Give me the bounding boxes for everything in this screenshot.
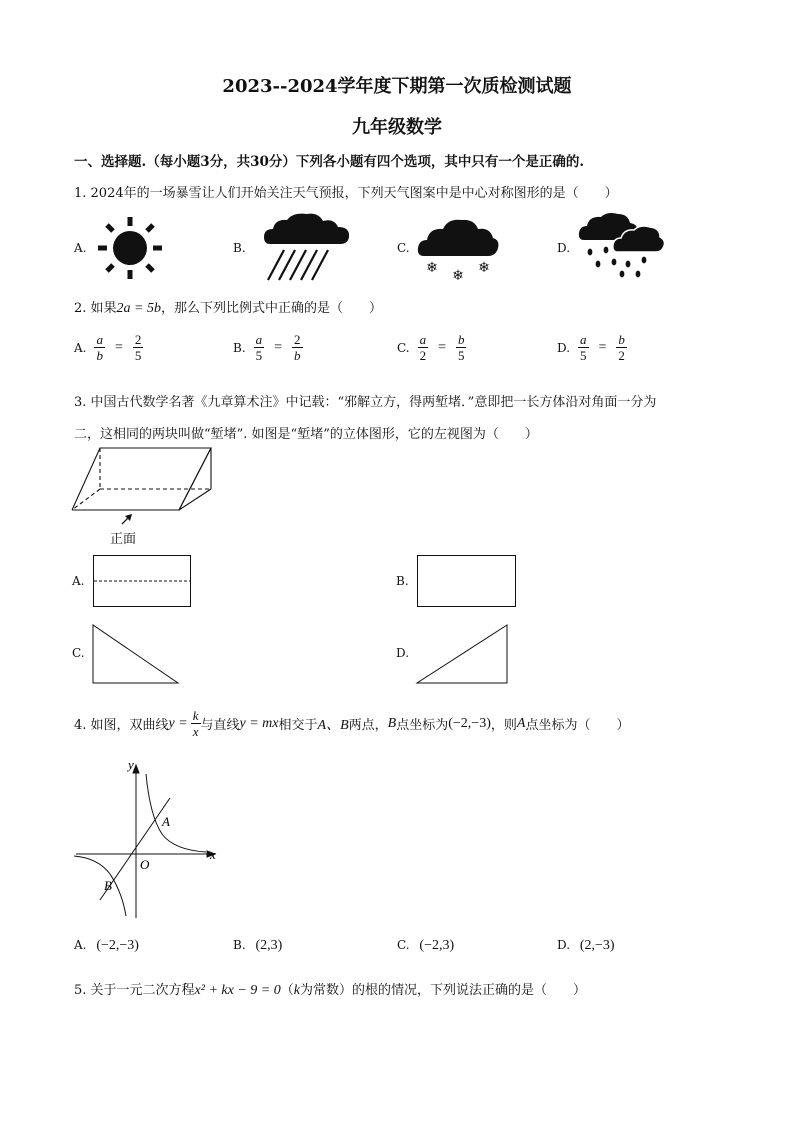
q4-option-d-label: D. — [557, 938, 571, 952]
denominator: 2 — [618, 348, 625, 363]
q1-option-d-label: D. — [557, 241, 571, 255]
rain-clouds-icon — [578, 212, 666, 280]
equals-sign: = — [274, 339, 283, 355]
section-heading: 一、选择题.（每小题3分，共30分）下列各小题有四个选项，其中只有一个是正确的. — [74, 154, 585, 170]
q3-option-b-rectangle — [417, 555, 516, 607]
q3-option-a-rectangle-dashed — [93, 555, 191, 607]
q2-b-right-fraction — [292, 332, 303, 363]
numerator: a — [96, 332, 103, 347]
equals-sign: = — [114, 339, 123, 355]
q4-stem-g: 点坐标为（ ） — [525, 718, 630, 733]
question-4-stem — [74, 708, 629, 739]
q2-option-c — [397, 332, 466, 363]
q2-b-left-fraction — [254, 332, 265, 363]
denominator: x — [192, 724, 199, 739]
q4-option-b-value: (2,3) — [255, 938, 283, 953]
front-label: 正面 — [110, 532, 137, 547]
q4-k-over-x — [191, 708, 201, 739]
numerator: a — [580, 332, 587, 347]
question-2-stem — [74, 297, 382, 317]
q4-stem-e: 点坐标为 — [396, 718, 449, 733]
numerator: b — [618, 332, 625, 347]
denominator: 5 — [134, 348, 142, 363]
q1-option-b-label: B. — [233, 241, 246, 255]
numerator: 2 — [134, 332, 142, 347]
q3-option-c-triangle — [92, 624, 180, 684]
q5-k: k — [293, 983, 300, 998]
question-5-stem — [74, 979, 586, 999]
numerator: 2 — [294, 332, 301, 347]
q4-stem-c: 相交于 — [278, 718, 318, 733]
origin-label: O — [140, 857, 150, 872]
denominator: b — [294, 348, 301, 363]
q2-option-c-label: C. — [397, 340, 410, 355]
q2-d-right-fraction — [616, 332, 627, 363]
q4-option-a — [74, 938, 139, 954]
q4-stem-d: 两点， — [348, 718, 388, 733]
svg-text:❄: ❄ — [478, 260, 490, 276]
q4-line-eq: y = mx — [239, 715, 279, 731]
q3-option-a-label: A. — [72, 574, 85, 588]
q4-graph — [70, 756, 230, 922]
q1-option-a-label: A. — [74, 241, 87, 255]
q4-stem-f: ，则 — [490, 718, 517, 733]
denominator: 5 — [580, 348, 587, 363]
svg-text:❄: ❄ — [452, 268, 464, 284]
point-b-label: B — [104, 878, 112, 893]
q3-option-d-triangle — [416, 624, 508, 684]
hyperbola-branch-2 — [74, 856, 126, 916]
q2-stem-a: 2. 如果 — [74, 301, 117, 316]
q4-stem-a: 4. 如图，双曲线 — [74, 718, 169, 733]
q4-option-c-label: C. — [397, 938, 410, 952]
svg-text:❄: ❄ — [426, 260, 438, 276]
sun-icon — [94, 215, 166, 281]
q4-a-point: A — [516, 715, 526, 731]
page-title: 2023--2024学年度下期第一次质检测试题 — [222, 76, 572, 97]
q2-stem-math: 2a = 5b — [116, 301, 161, 316]
q4-option-a-label: A. — [74, 938, 87, 952]
q3-option-c-label: C. — [72, 646, 85, 660]
hyperbola-branch-1 — [146, 774, 206, 852]
denominator: 5 — [255, 348, 263, 363]
q2-stem-b: ，那么下列比例式中正确的是（ ） — [161, 301, 383, 316]
rain-cloud-icon — [262, 212, 352, 284]
denominator: 2 — [419, 348, 427, 363]
q4-option-a-value: (−2,−3) — [96, 938, 139, 953]
q2-a-right-fraction — [133, 332, 144, 363]
q4-option-b — [233, 938, 282, 954]
q2-d-left-fraction — [578, 332, 589, 363]
qiandu-solid-figure — [70, 444, 215, 516]
denominator: b — [96, 348, 103, 363]
q2-c-right-fraction — [456, 332, 467, 363]
q4-option-c — [397, 938, 454, 954]
equals-sign: = — [598, 339, 607, 355]
q4-b-coord: (−2,−3) — [448, 715, 491, 731]
q3-option-b-label: B. — [396, 574, 409, 588]
q2-option-a — [74, 332, 143, 363]
numerator: b — [457, 332, 465, 347]
q4-points: A、B — [317, 717, 349, 733]
q3-option-d-label: D. — [396, 646, 410, 660]
numerator: a — [419, 332, 427, 347]
question-3-line-1: 3. 中国古代数学名著《九章算术注》中记载：“邪解立方，得两堑堵．”意即把一长方体沿对角面一分为 — [74, 395, 657, 410]
numerator: k — [192, 708, 199, 723]
q2-option-b-label: B. — [233, 340, 246, 355]
q4-option-d-value: (2,−3) — [579, 938, 615, 953]
q4-y-equals: y = — [168, 715, 188, 731]
question-3-line-2: 二，这相同的两块叫做“堑堵”. 如图是“堑堵”的立体图形，它的左视图为（ ） — [74, 427, 538, 442]
snow-cloud-icon — [416, 214, 500, 286]
x-axis-label: x — [210, 847, 216, 862]
q2-option-d-label: D. — [557, 340, 571, 355]
q5-stem-a: 5. 关于一元二次方程 — [74, 983, 195, 998]
page-subtitle: 九年级数学 — [352, 117, 442, 138]
denominator: 5 — [457, 348, 465, 363]
q4-stem-b: 与直线 — [200, 718, 240, 733]
equals-sign: = — [438, 339, 446, 355]
q2-option-d — [557, 332, 627, 363]
q4-b-point: B — [387, 715, 397, 731]
y-axis-arrow-icon — [133, 765, 139, 773]
q5-stem-b: （ — [280, 983, 294, 998]
q4-option-b-label: B. — [233, 938, 246, 952]
q2-c-left-fraction — [418, 332, 429, 363]
q4-option-c-value: (−2,3) — [419, 938, 455, 953]
question-1-stem: 1. 2024年的一场暴雪让人们开始关注天气预报，下列天气图案中是中心对称图形的是（ ） — [74, 186, 618, 201]
q5-stem-c: 为常数）的根的情况，下列说法正确的是（ ） — [299, 983, 586, 998]
y-axis-label: y — [128, 757, 134, 772]
q5-equation: x² + kx − 9 = 0 — [194, 983, 281, 998]
point-a-label: A — [162, 814, 170, 829]
q2-option-b — [233, 332, 303, 363]
front-view-arrow-icon — [120, 512, 134, 526]
q2-a-left-fraction — [94, 332, 105, 363]
numerator: a — [255, 332, 263, 347]
q4-option-d — [557, 938, 615, 954]
q1-option-c-label: C. — [397, 241, 410, 255]
q2-option-a-label: A. — [74, 340, 87, 355]
